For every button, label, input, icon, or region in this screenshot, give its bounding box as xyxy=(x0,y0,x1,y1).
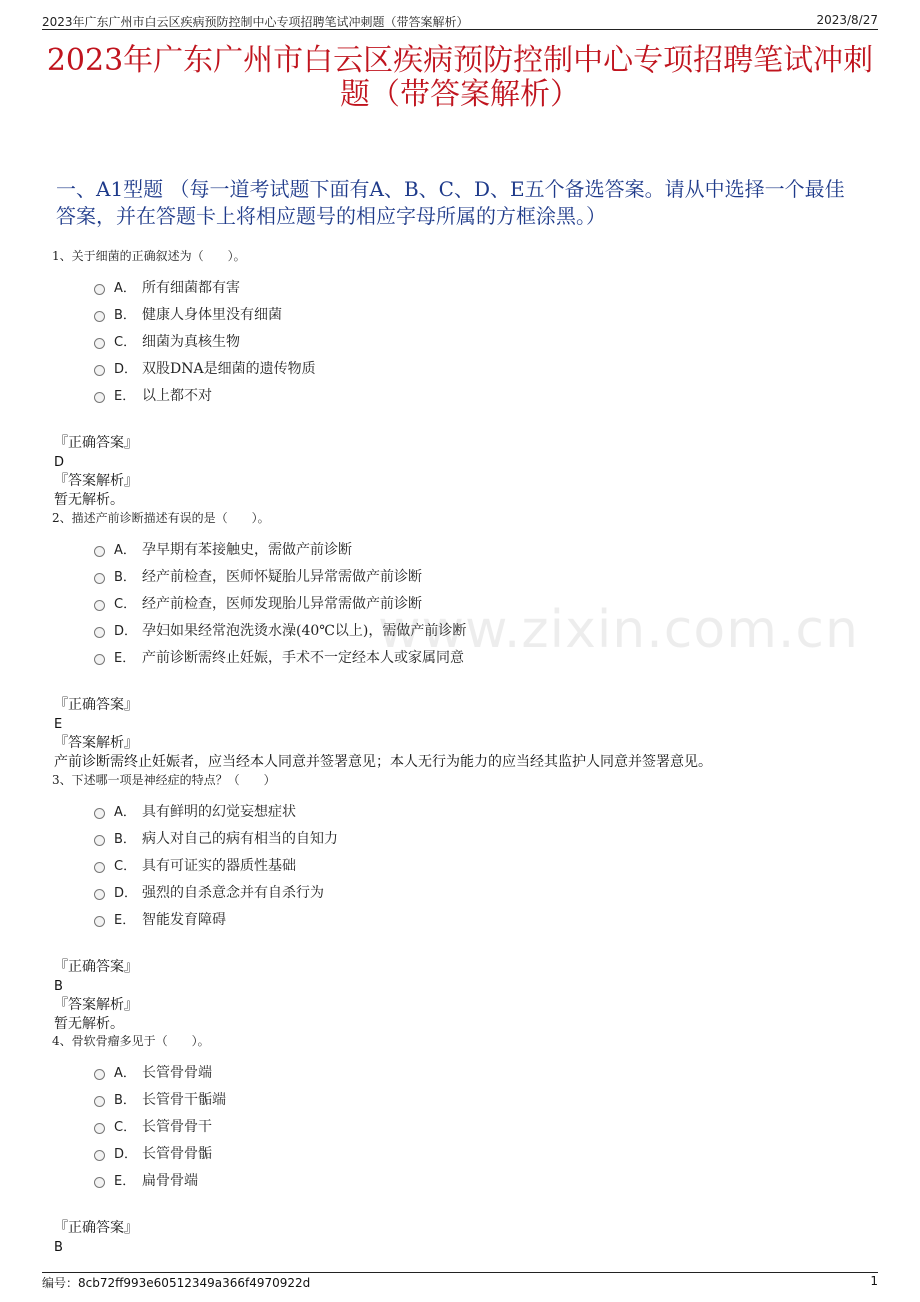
radio-icon[interactable] xyxy=(94,392,105,403)
option-text: 长管骨骨骺 xyxy=(142,1145,212,1162)
answer-block xyxy=(54,696,880,772)
radio-icon[interactable] xyxy=(94,573,105,584)
option-d[interactable] xyxy=(94,878,880,905)
radio-icon[interactable] xyxy=(94,1150,105,1161)
radio-icon[interactable] xyxy=(94,365,105,376)
option-letter: C． xyxy=(114,597,137,612)
radio-icon[interactable] xyxy=(94,862,105,873)
option-e[interactable] xyxy=(94,381,880,408)
radio-icon[interactable] xyxy=(94,1069,105,1080)
radio-icon[interactable] xyxy=(94,627,105,638)
page-header xyxy=(42,11,878,30)
option-letter: E． xyxy=(114,913,136,928)
option-text: 长管骨干骺端 xyxy=(142,1091,226,1108)
option-letter: B． xyxy=(114,570,136,585)
radio-icon[interactable] xyxy=(94,654,105,665)
radio-icon[interactable] xyxy=(94,835,105,846)
analysis-label: 『答案解析』 xyxy=(54,735,138,751)
option-letter: E． xyxy=(114,651,136,666)
option-b[interactable] xyxy=(94,300,880,327)
option-list xyxy=(94,535,880,670)
correct-answer-value: E xyxy=(54,717,63,732)
option-d[interactable] xyxy=(94,616,880,643)
option-a[interactable] xyxy=(94,1058,880,1085)
option-letter: B． xyxy=(114,1093,136,1108)
option-letter: D． xyxy=(114,362,138,377)
correct-answer-label: 『正确答案』 xyxy=(54,435,138,451)
analysis-text: 暂无解析。 xyxy=(54,492,124,508)
option-letter: B． xyxy=(114,308,136,323)
option-text: 健康人身体里没有细菌 xyxy=(142,306,282,323)
header-document-title: 2023年广东广州市白云区疾病预防控制中心专项招聘笔试冲刺题（带答案解析） xyxy=(42,15,469,29)
document-title: 2023年广东广州市白云区疾病预防控制中心专项招聘笔试冲刺题（带答案解析） xyxy=(46,43,874,112)
option-a[interactable] xyxy=(94,273,880,300)
document-id: 编号：8cb72ff993e60512349a366f4970922d xyxy=(42,1276,311,1290)
option-d[interactable] xyxy=(94,1139,880,1166)
option-text: 孕早期有苯接触史，需做产前诊断 xyxy=(142,541,352,558)
radio-icon[interactable] xyxy=(94,1096,105,1107)
analysis-text: 暂无解析。 xyxy=(54,1016,124,1032)
question-4 xyxy=(52,1031,880,1257)
option-text: 细菌为真核生物 xyxy=(142,333,240,350)
option-list xyxy=(94,273,880,408)
question-2 xyxy=(52,508,880,772)
page-footer xyxy=(42,1272,878,1289)
option-d[interactable] xyxy=(94,354,880,381)
radio-icon[interactable] xyxy=(94,808,105,819)
header-date: 2023/8/27 xyxy=(816,13,878,27)
option-text: 经产前检查，医师发现胎儿异常需做产前诊断 xyxy=(142,595,422,612)
option-list xyxy=(94,797,880,932)
radio-icon[interactable] xyxy=(94,889,105,900)
question-stem: 2、描述产前诊断描述有误的是（ ）。 xyxy=(52,511,270,525)
analysis-label: 『答案解析』 xyxy=(54,473,138,489)
option-c[interactable] xyxy=(94,589,880,616)
radio-icon[interactable] xyxy=(94,916,105,927)
correct-answer-value: B xyxy=(54,979,63,994)
option-letter: A． xyxy=(114,1066,136,1081)
option-b[interactable] xyxy=(94,562,880,589)
option-text: 长管骨骨干 xyxy=(142,1118,212,1135)
option-text: 扁骨骨端 xyxy=(142,1172,198,1189)
option-e[interactable] xyxy=(94,905,880,932)
option-b[interactable] xyxy=(94,1085,880,1112)
option-text: 孕妇如果经常泡洗烫水澡(40℃以上)，需做产前诊断 xyxy=(142,622,467,639)
option-list xyxy=(94,1058,880,1193)
option-text: 智能发育障碍 xyxy=(142,911,226,928)
correct-answer-label: 『正确答案』 xyxy=(54,1220,138,1236)
option-c[interactable] xyxy=(94,1112,880,1139)
option-text: 具有可证实的器质性基础 xyxy=(142,857,296,874)
option-text: 产前诊断需终止妊娠，手术不一定经本人或家属同意 xyxy=(142,649,464,666)
option-text: 经产前检查，医师怀疑胎儿异常需做产前诊断 xyxy=(142,568,422,585)
option-text: 强烈的自杀意念并有自杀行为 xyxy=(142,884,324,901)
section-title: 一、A1型题 （每一道考试题下面有A、B、C、D、E五个备选答案。请从中选择一个最佳答案，并在答题卡上将相应题号的相应字母所属的方框涂黑。） xyxy=(56,177,845,228)
correct-answer-label: 『正确答案』 xyxy=(54,697,138,713)
correct-answer-value: D xyxy=(54,455,65,470)
radio-icon[interactable] xyxy=(94,1123,105,1134)
analysis-label: 『答案解析』 xyxy=(54,997,138,1013)
watermark: www.zixin.com.cn xyxy=(378,600,859,660)
radio-icon[interactable] xyxy=(94,1177,105,1188)
answer-block xyxy=(54,1219,880,1257)
option-letter: B． xyxy=(114,832,136,847)
option-text: 双股DNA是细菌的遗传物质 xyxy=(142,360,316,377)
option-letter: E． xyxy=(114,1174,136,1189)
option-e[interactable] xyxy=(94,1166,880,1193)
option-text: 病人对自己的病有相当的自知力 xyxy=(142,830,338,847)
option-text: 具有鲜明的幻觉妄想症状 xyxy=(142,803,296,820)
radio-icon[interactable] xyxy=(94,284,105,295)
answer-block xyxy=(54,958,880,1034)
answer-block xyxy=(54,434,880,510)
option-a[interactable] xyxy=(94,797,880,824)
correct-answer-value: B xyxy=(54,1240,63,1255)
option-text: 以上都不对 xyxy=(142,387,212,404)
option-letter: C． xyxy=(114,1120,137,1135)
radio-icon[interactable] xyxy=(94,600,105,611)
option-letter: A． xyxy=(114,805,136,820)
question-stem: 3、下述哪一项是神经症的特点？（ ） xyxy=(52,773,276,787)
correct-answer-label: 『正确答案』 xyxy=(54,959,138,975)
page-number: 1 xyxy=(870,1274,878,1288)
question-stem: 1、关于细菌的正确叙述为（ ）。 xyxy=(52,249,246,263)
option-text: 所有细菌都有害 xyxy=(142,279,240,296)
radio-icon[interactable] xyxy=(94,338,105,349)
option-e[interactable] xyxy=(94,643,880,670)
option-letter: D． xyxy=(114,886,138,901)
option-letter: C． xyxy=(114,335,137,350)
option-letter: C． xyxy=(114,859,137,874)
option-letter: E． xyxy=(114,389,136,404)
option-letter: D． xyxy=(114,624,138,639)
analysis-text: 产前诊断需终止妊娠者，应当经本人同意并签署意见；本人无行为能力的应当经其监护人同意并签署意见。 xyxy=(54,754,712,770)
option-a[interactable] xyxy=(94,535,880,562)
question-1 xyxy=(52,246,880,510)
option-c[interactable] xyxy=(94,851,880,878)
option-b[interactable] xyxy=(94,824,880,851)
option-c[interactable] xyxy=(94,327,880,354)
option-text: 长管骨骨端 xyxy=(142,1064,212,1081)
radio-icon[interactable] xyxy=(94,311,105,322)
option-letter: A． xyxy=(114,543,136,558)
radio-icon[interactable] xyxy=(94,546,105,557)
question-stem: 4、骨软骨瘤多见于（ ）。 xyxy=(52,1034,210,1048)
option-letter: A． xyxy=(114,281,136,296)
option-letter: D． xyxy=(114,1147,138,1162)
question-3 xyxy=(52,770,880,1034)
